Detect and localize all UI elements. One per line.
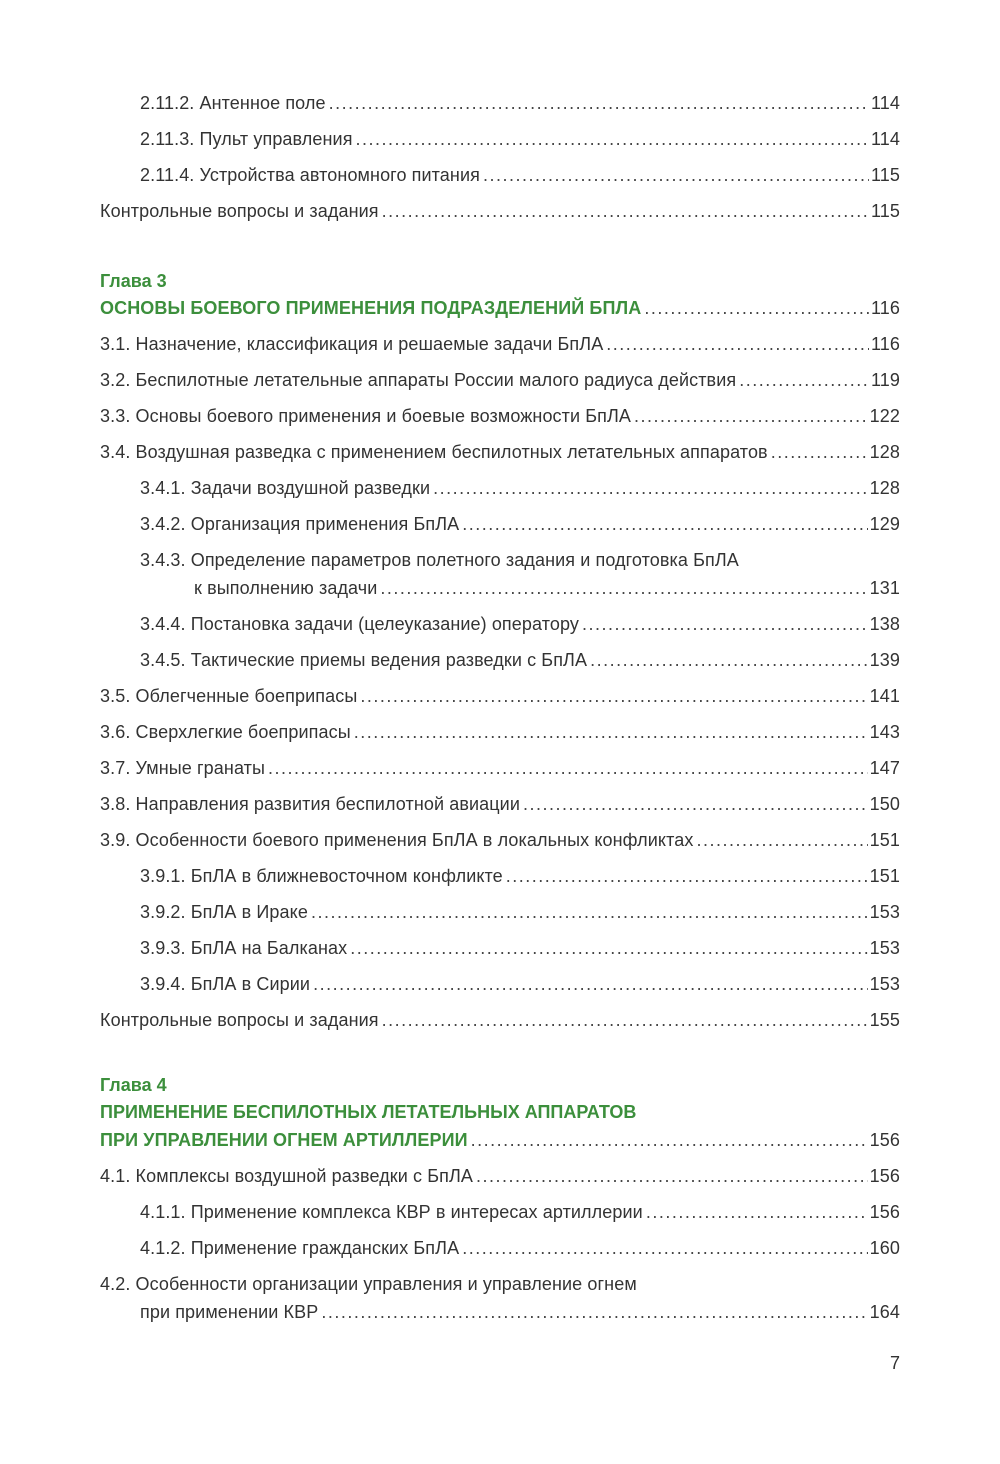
toc-entry-title: 3.4.3. Определение параметров полетного задания и подготовка БпЛА [140,550,739,570]
toc-entry-page: 156 [869,1130,900,1150]
toc-entry-title-line2: к выполнению задачи [194,578,378,598]
toc-entry-page: 147 [869,758,900,778]
toc-entry-title: 3.9.4. БпЛА в Сирии [140,974,311,994]
toc-top-block [100,89,900,233]
toc-entry-page: 155 [869,1010,900,1030]
toc-entry [100,546,900,602]
toc-entry [100,438,900,466]
chapter-title-entry [100,294,900,322]
toc-entry [100,754,900,782]
toc-entry-title: 3.9.1. БпЛА в ближневосточном конфликте [140,866,503,886]
toc-entry-page: 160 [869,1238,900,1258]
toc-entry-title: 3.4.1. Задачи воздушной разведки [140,478,431,498]
chapter-3-block [100,268,900,1042]
toc-entry-page: 150 [869,794,900,814]
toc-entry-page: 116 [871,298,900,318]
toc-entry-title: 3.4.5. Тактические приемы ведения разведки с БпЛА [140,650,588,670]
toc-entry [100,970,900,998]
toc-entry [100,610,900,638]
toc-entry [100,934,900,962]
toc-entry-page: 131 [869,578,900,598]
leader-dots [433,474,868,502]
toc-entry-page: 115 [871,165,900,185]
toc-entry [100,898,900,926]
toc-entry-page: 143 [869,722,900,742]
toc-entry [100,474,900,502]
toc-entry-page: 156 [869,1202,900,1222]
leader-dots [382,197,869,225]
leader-dots [268,754,868,782]
toc-entry-page: 151 [869,866,900,886]
toc-entry-page: 128 [869,442,900,462]
toc-entry-title: 3.9.2. БпЛА в Ираке [140,902,308,922]
toc-entry-page: 141 [869,686,900,706]
toc-entry-title: Контрольные вопросы и задания [100,1010,379,1030]
page-number: 7 [889,1353,900,1373]
toc-entry [100,330,900,358]
leader-dots [771,438,868,466]
toc-entry [100,826,900,854]
toc-entry-page: 119 [871,370,900,390]
chapter-title-entry [100,1126,900,1154]
toc-entry [100,1162,900,1190]
toc-entry [100,862,900,890]
toc-entry-page: 153 [869,938,900,958]
toc-entry-page: 156 [869,1166,900,1186]
leader-dots [313,970,868,998]
toc-entry [100,125,900,153]
toc-entry-title: 3.4.4. Постановка задачи (целеуказание) оператору [140,614,579,634]
toc-entry-page: 114 [871,129,900,149]
leader-dots [354,718,868,746]
toc-entry-page: 122 [869,406,900,426]
toc-entry [100,197,900,225]
leader-dots [646,1198,868,1226]
leader-dots [382,1006,868,1034]
chapter-title: ОСНОВЫ БОЕВОГО ПРИМЕНЕНИЯ ПОДРАЗДЕЛЕНИЙ БПЛА [100,298,642,318]
toc-entry-title: 4.2. Особенности организации управления и управление огнем [100,1274,637,1294]
toc-entry [100,718,900,746]
toc-entry [100,402,900,430]
toc-entry [100,1270,900,1326]
leader-dots [329,89,869,117]
toc-entry [100,366,900,394]
toc-entry-continuation [100,1298,900,1326]
toc-entry-title: Контрольные вопросы и задания [100,201,379,221]
toc-entry [100,790,900,818]
leader-dots [321,1298,867,1326]
leader-dots [506,862,868,890]
leader-dots [483,161,869,189]
toc-entry [100,646,900,674]
toc-entry-title: 3.8. Направления развития беспилотной авиации [100,794,520,814]
toc-entry-title: 2.11.4. Устройства автономного питания [140,165,480,185]
toc-entry [100,89,900,117]
toc-entry-page: 164 [869,1302,900,1322]
leader-dots [582,610,868,638]
leader-dots [476,1162,868,1190]
toc-entry [100,1234,900,1262]
leader-dots [590,646,868,674]
toc-entry [100,161,900,189]
toc-entry-title-line2: при применении КВР [140,1302,319,1322]
toc-entry-title: 2.11.3. Пульт управления [140,129,353,149]
toc-entry-title: 4.1. Комплексы воздушной разведки с БпЛА [100,1166,474,1186]
leader-dots [644,294,869,322]
toc-entry-title: 3.9.3. БпЛА на Балканах [140,938,348,958]
toc-entry-page: 115 [871,201,900,221]
leader-dots [356,125,869,153]
toc-entry-title: 4.1.1. Применение комплекса КВР в интересах артиллерии [140,1202,643,1222]
leader-dots [360,682,867,710]
toc-entry-title: 2.11.2. Антенное поле [140,93,326,113]
leader-dots [696,826,867,854]
leader-dots [739,366,869,394]
toc-entry-title: 3.4.2. Организация применения БпЛА [140,514,460,534]
toc-entry [100,1006,900,1034]
toc-entry-page: 129 [869,514,900,534]
toc-entry-title: 3.4. Воздушная разведка с применением беспилотных летательных аппаратов [100,442,768,462]
toc-entry-page: 128 [869,478,900,498]
toc-entry-title: 3.5. Облегченные боеприпасы [100,686,358,706]
chapter-label: Глава 4 [100,1075,167,1095]
toc-entry-title: 3.7. Умные гранаты [100,758,266,778]
toc-entry-continuation [100,574,900,602]
chapter-title-line2: ПРИ УПРАВЛЕНИИ ОГНЕМ АРТИЛЛЕРИИ [100,1130,468,1150]
leader-dots [350,934,867,962]
toc-entry-title: 3.2. Беспилотные летательные аппараты России малого радиуса действия [100,370,737,390]
leader-dots [471,1126,868,1154]
toc-entry-title: 3.6. Сверхлегкие боеприпасы [100,722,351,742]
toc-entry-title: 4.1.2. Применение гражданских БпЛА [140,1238,460,1258]
toc-entry-page: 114 [871,93,900,113]
leader-dots [462,510,867,538]
leader-dots [634,402,868,430]
toc-entry-title: 3.9. Особенности боевого применения БпЛА в локальных конфликтах [100,830,694,850]
leader-dots [311,898,868,926]
toc-entry [100,1198,900,1226]
toc-entry-page: 151 [869,830,900,850]
leader-dots [606,330,869,358]
chapter-title: ПРИМЕНЕНИЕ БЕСПИЛОТНЫХ ЛЕТАТЕЛЬНЫХ АППАРАТОВ [100,1102,637,1122]
leader-dots [523,790,868,818]
chapter-label: Глава 3 [100,271,167,291]
leader-dots [462,1234,867,1262]
toc-entry-page: 116 [871,334,900,354]
leader-dots [380,574,867,602]
toc-entry [100,510,900,538]
toc-entry-page: 153 [869,974,900,994]
toc-entry-title: 3.3. Основы боевого применения и боевые возможности БпЛА [100,406,632,426]
toc-entry-page: 139 [869,650,900,670]
toc-entry-page: 138 [869,614,900,634]
toc-entry-page: 153 [869,902,900,922]
chapter-4-block [100,1072,900,1334]
toc-entry [100,682,900,710]
toc-entry-title: 3.1. Назначение, классификация и решаемые задачи БпЛА [100,334,604,354]
